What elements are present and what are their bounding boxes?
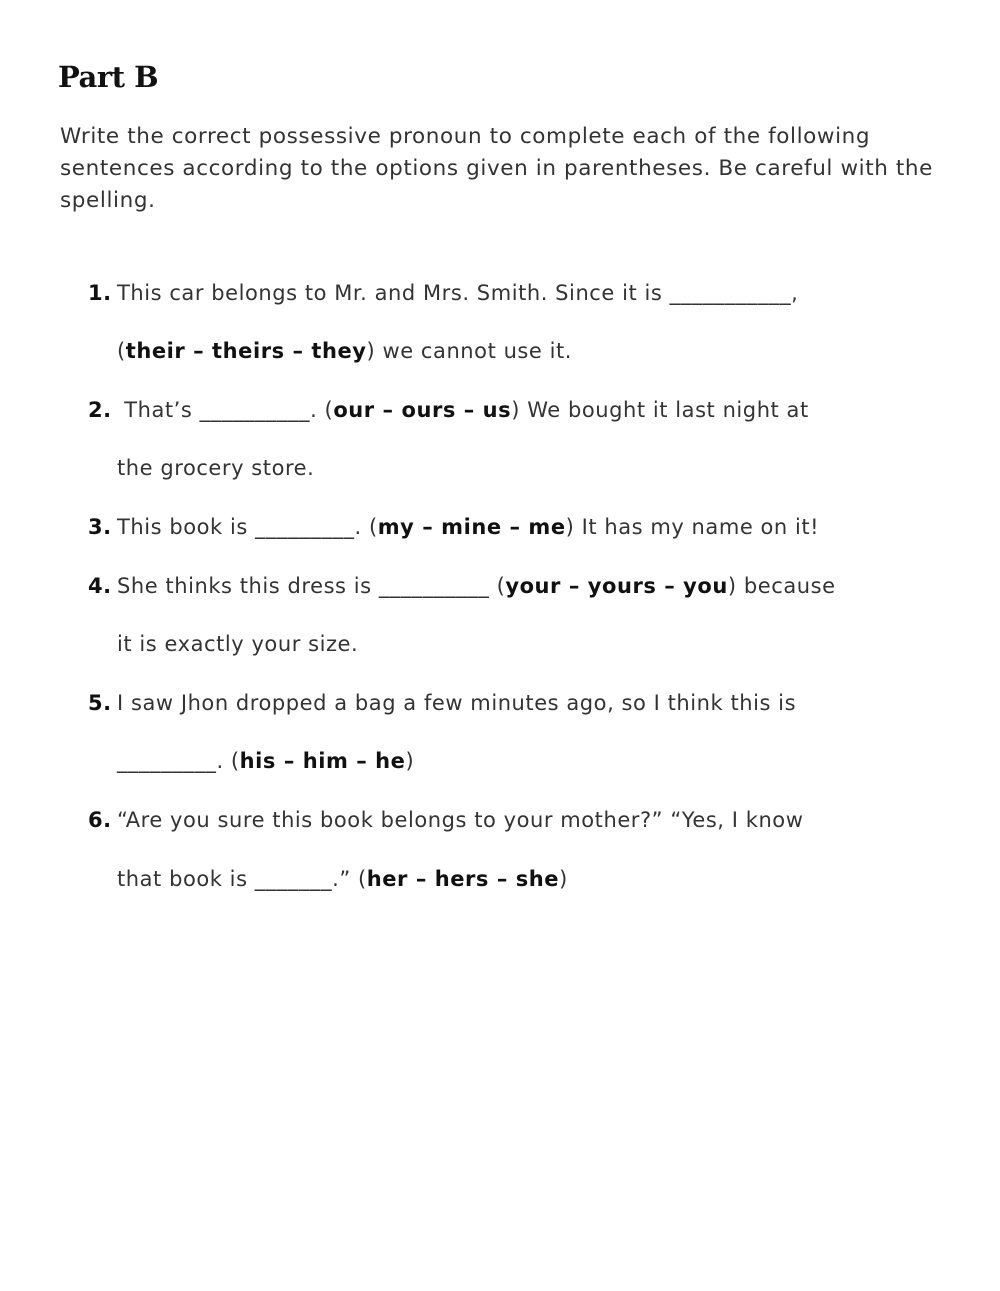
question-5-line-2: _________. (his – him – he) — [117, 749, 415, 773]
question-6-number: 6. — [88, 808, 112, 832]
instructions: Write the correct possessive pronoun to complete each of the following sentences according to the options given in parentheses. Be careful with the spelling. — [60, 124, 933, 213]
question-1-text: This car belongs to Mr. and Mrs. Smith. Since it is ___________, — [117, 281, 799, 305]
question-5-line-1: 5. I saw Jhon dropped a bag a few minutes ago, so I think this is — [88, 688, 796, 718]
question-1-options: their – theirs – they — [125, 339, 367, 363]
question-2-options: our – ours – us — [333, 398, 512, 422]
question-6-line-2: that book is _______.” (her – hers – she) — [117, 867, 568, 891]
question-1-number: 1. — [88, 281, 112, 305]
question-4-number: 4. — [88, 574, 112, 598]
question-4-options: your – yours – you — [505, 574, 728, 598]
question-2-line-2: the grocery store. — [117, 456, 315, 480]
question-1-line-2: (their – theirs – they) we cannot use it. — [117, 339, 573, 363]
question-6-options: her – hers – she — [366, 867, 560, 891]
question-3-options: my – mine – me — [377, 515, 566, 539]
question-1-line-1 — [88, 278, 798, 308]
question-2-line-1: 2. That’s __________. (our – ours – us) We bought it last night at — [88, 395, 809, 425]
question-3-number: 3. — [88, 515, 112, 539]
question-5-number: 5. — [88, 691, 112, 715]
question-5-options: his – him – he — [239, 749, 406, 773]
question-6-line-1: 6. “Are you sure this book belongs to your mother?” “Yes, I know — [88, 805, 803, 835]
question-3-line-1: 3. This book is _________. (my – mine – me) It has my name on it! — [88, 512, 819, 542]
question-4-line-2: it is exactly your size. — [117, 632, 359, 656]
question-4-line-1: 4. She thinks this dress is __________ (your – yours – you) because — [88, 571, 836, 601]
page-title: Part B — [58, 60, 159, 94]
question-2-number: 2. — [88, 398, 112, 422]
